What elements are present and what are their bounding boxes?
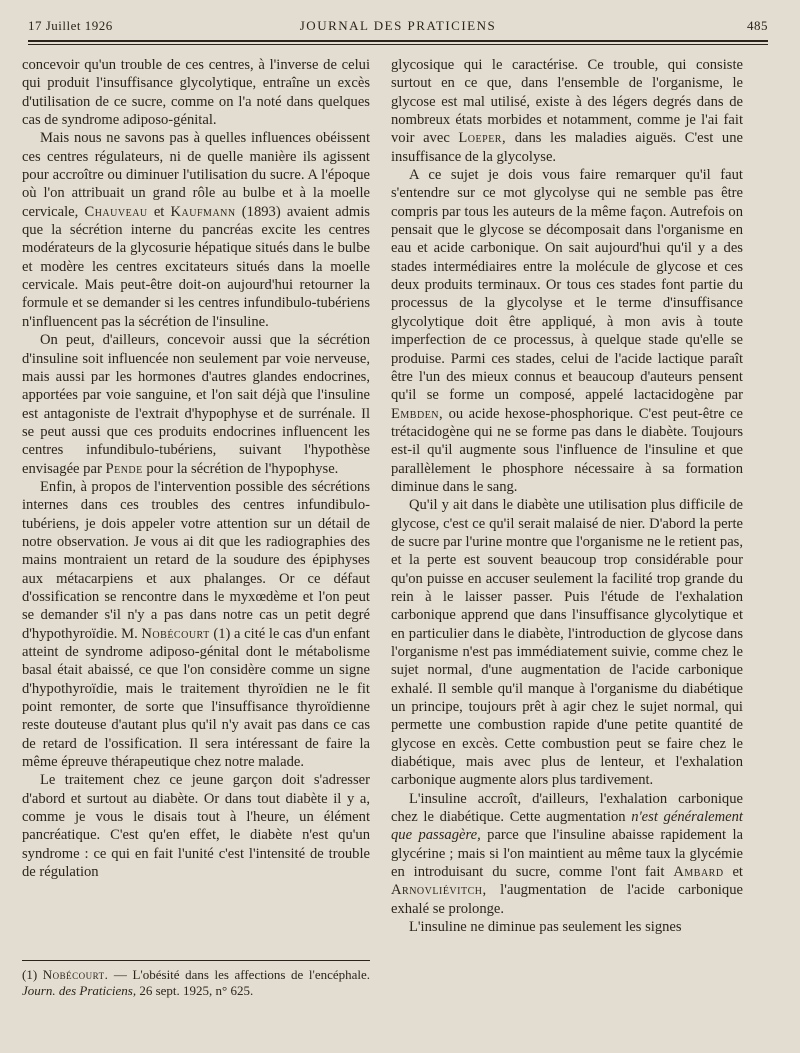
left-paragraph-2: [22, 129, 370, 331]
header-journal-title: JOURNAL DES PRATICIENS: [299, 18, 497, 33]
author-name-kaufmann: Kaufmann: [170, 203, 236, 220]
left-p3-text-b: pour la sécrétion de l'hypophyse.: [146, 460, 339, 477]
footnote-ref: 26 sept. 1925, n° 625.: [139, 982, 254, 998]
left-p2-et: et: [153, 203, 165, 220]
page-header: [28, 16, 768, 38]
right-p1-text-b: dans les maladies aiguës. C'est une insuffisance de la glycolyse.: [391, 130, 743, 165]
header-date: 17 Juillet 1926: [28, 18, 113, 33]
right-p4-italic: n'est généralement que passagère,: [391, 809, 743, 844]
right-p2-text-a: A ce sujet je dois vous faire remarquer qu'il faut s'entendre sur ce mot glycolyse qui ne semble pas être compris par tous les auteurs de la même façon. Autrefois on pensait que le glycose se décomposait dans l'organisme en eau et acide carbonique. On sait aujourd'hui qu'il y a des stades intermédiaires entre la molécule de glycose et ces deux produits terminaux. Or tous ces stades font partie du processus de la glycolyse et le terme d'insuffisance glycolytique doit être appliqué, à mon avis à toute imperfection de ce processus, à quelque stade qu'elle se produise. Parmi ces stades, celui de l'acide lactique paraît être l'un des mieux connus et beaucoup d'auteurs pensent qu'il se forme un composé, appelé lactacidogène par: [391, 167, 743, 404]
footnote: [22, 960, 370, 998]
author-name-ambard: Ambard: [673, 864, 724, 881]
right-p5-text: L'insuline ne diminue pas seulement les signes: [409, 919, 682, 936]
header-page-number: 485: [747, 18, 768, 33]
footnote-mark: (1): [22, 967, 38, 982]
right-p4-et: et: [732, 864, 743, 881]
author-name-nobecourt: Nobécourt: [141, 625, 210, 642]
footnote-text: — L'obésité dans les affections de l'encéphale.: [113, 967, 371, 982]
right-p1-text: glycosique qui le caractérise. Ce trouble, qui consiste surtout en ce que, dans l'ensemble de l'organisme, le glycose est mal utilisé, existe à des légers degrés dans de nombreux états morbides et notamment, comme je l'ai fait voir avec: [391, 57, 743, 147]
left-p5-text: Le traitement chez ce jeune garçon doit s'adresser d'abord et surtout au diabète. Or dans tout diabète il y a, comme je vous le disais tout à l'heure, un élément pancréatique. C'est qu'en effet, le diabète n'est qu'un syndrome : ce qui en fait l'unité c'est l'intensité de trouble de régulation: [22, 772, 370, 881]
left-p2-text-b: (1893) avaient admis que la sécrétion interne du pancréas excite les centres modérateurs de la glycosurie hépatique situés dans le bulbe et modère les centres excitateurs situés dans la moelle cervicale. Mais peut-être doit-on aujourd'hui retourner la formule et se demander si les centres infundibulo-tubériens n'influencent pas la sécrétion de l'insuline.: [22, 203, 370, 330]
left-paragraph-3: [22, 331, 370, 478]
left-paragraph-4: [22, 478, 370, 772]
right-paragraph-2: [391, 166, 743, 496]
left-p3-text-a: On peut, d'ailleurs, concevoir aussi que la sécrétion d'insuline soit influencée non seulement par voie nerveuse, mais aussi par les hormones d'autres glandes endocrines, apportées par voie sanguine, et l'on sait déjà que l'insuline est antagoniste de l'extrait d'hypophyse et de surrénale. Il se peut aussi que ces produits endocrines influencent les centres infundibulo-tubériens, suivant l'hypothèse envisagée par: [22, 332, 370, 477]
left-paragraph-5: [22, 771, 370, 881]
left-p1-text: concevoir qu'un trouble de ces centres, à l'inverse de celui qui produit l'insuffisance glycolytique, entraîne un excès d'utilisation de ce sucre, comme on l'a noté dans quelques cas de syndrome adiposo-génital.: [22, 57, 370, 129]
header-rule-thin: [28, 44, 768, 45]
right-p4-text-b: parce que l'insuline abaisse rapidement la glycérine ; mais si l'on maintient au même taux la glycémie en introduisant du sucre, comme l'ont fait: [391, 827, 743, 881]
header-rule: [28, 40, 768, 42]
author-name-pende: Pende: [105, 460, 143, 477]
left-p4-text-b: (1) a cité le cas d'un enfant atteint de syndrome adiposo-génital dont le métabolisme basal était abaissé, ce que l'on considère comme un signe d'hypothyroïdie, mais le traitement thyroïdien ne le fit point remonter, de sorte que l'insuffisance thyroïdienne reste douteuse d'autant plus qu'il n'y avait pas dans ce cas de retard de l'ossification. Il sera intéressant de faire la même épreuve thérapeutique chez notre malade.: [22, 625, 370, 771]
author-name-arnovlievitch: Arnovliévitch,: [391, 882, 487, 899]
author-name-chauveau: Chauveau: [84, 203, 148, 220]
right-p4-text-c: l'augmentation de l'acide carbonique exhalé se prolonge.: [391, 882, 743, 917]
right-paragraph-4: [391, 790, 743, 918]
right-p2-text-b: ou acide hexose-phosphorique. C'est peut-être ce trétacidogène qui ne se forme pas dans le diabète. Toujours est-il qu'il augmente sous l'influence de l'insuline et que parallèlement le phosphore nécessaire à sa formation diminue dans le sang.: [391, 405, 744, 495]
footnote-author: Nobécourt.: [42, 967, 109, 982]
right-paragraph-5: [391, 918, 743, 936]
right-p4-text-a: L'insuline accroît, d'ailleurs, l'exhalation carbonique chez le diabétique. Cette augmentation: [391, 790, 743, 826]
right-column: [391, 56, 743, 937]
left-paragraph-1: [22, 56, 370, 129]
footnote-journal: Journ. des Praticiens,: [22, 982, 137, 998]
right-p3-text: Qu'il y ait dans le diabète une utilisation plus difficile de glycose, c'est ce qu'il serait malaisé de nier. D'abord la perte de sucre par l'urine montre que l'organisme ne le retient pas, et la perte est souvent beaucoup trop considérable pour qu'on puisse en accuser seulement la facilité trop grande du rein à le laisser passer. Puis l'étude de l'exhalation carbonique apprend que dans l'insuffisance glycolytique et en particulier dans le diabète, l'introduction de glycose dans l'organisme n'est pas immédiatement suivie, comme chez le sujet normal, d'une augmentation de l'acide carbonique exhalé. Il semble qu'il manque à l'organisme du diabétique un principe, toujours prêt à agir chez le sujet normal, qui permette une combustion rapide d'une petite quantité de glycose en excès. Cette combustion peut se faire chez le diabétique, mais avec plus de lenteur, et l'exhalation carbonique augmente alors plus tardivement.: [391, 497, 743, 789]
right-paragraph-1: [391, 56, 743, 166]
author-name-loeper: Loeper,: [458, 130, 507, 147]
left-p4-text-a: Enfin, à propos de l'intervention possible des sécrétions internes dans ces troubles des centres infundibulo-tubériens, je dois appeler votre attention sur un détail de notre observation. Je vous ai dit que les radiographies des mains montraient un retard de la soudure des épiphyses aux métacarpiens et aux phalanges. Or ce défaut d'ossification se rencontre dans le myxœdème et l'on peut se demander s'il n'y a pas dans notre cas un petit degré d'hypothyroïdie. M.: [22, 478, 370, 642]
left-p2-text-a: Mais nous ne savons pas à quelles influences obéissent ces centres régulateurs, ni de quelle manière ils agissent pour accroître ou diminuer l'utilisation du sucre. A l'époque où l'on attribuait un grand rôle au bulbe et à la moelle cervicale,: [22, 130, 370, 220]
author-name-embden: Embden,: [391, 405, 444, 422]
right-paragraph-3: [391, 496, 743, 790]
left-column: [22, 56, 370, 881]
